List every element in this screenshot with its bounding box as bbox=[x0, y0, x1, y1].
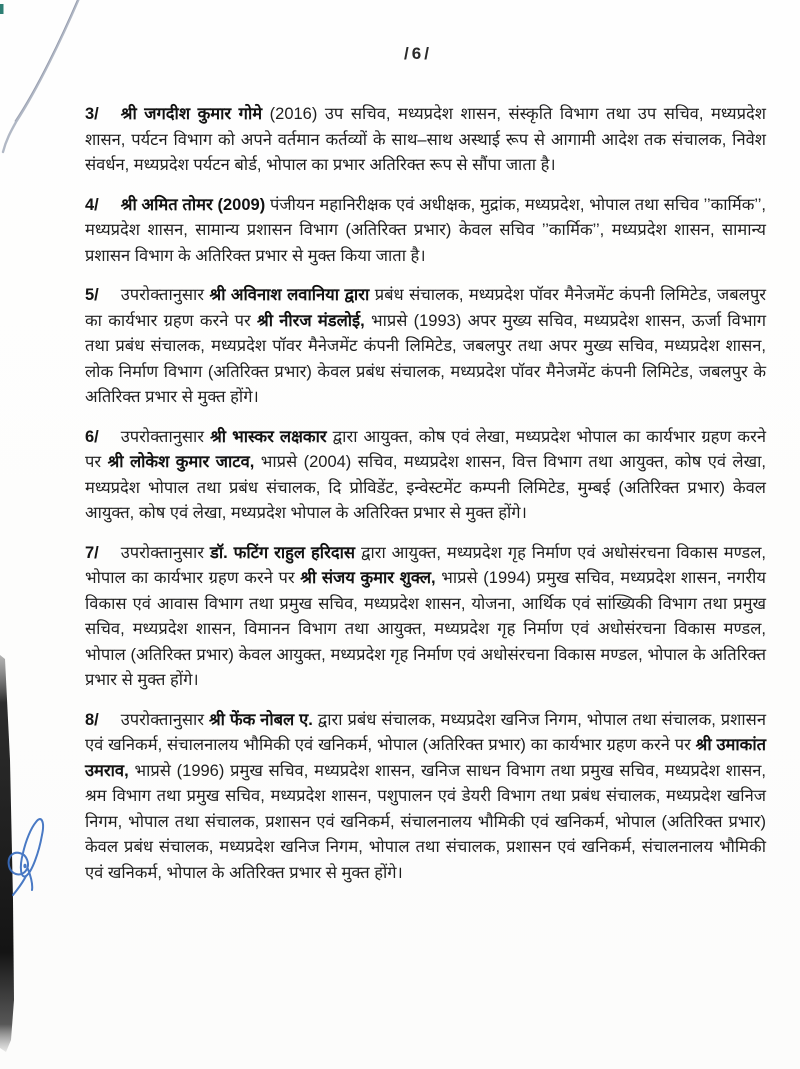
paragraph-text: भाप्रसे (1993) अपर मुख्य सचिव, मध्यप्रदेश शासन, ऊर्जा विभाग तथा प्रबंध संचालक, मध्यप्रदेश पॉवर मैनेजमेंट कंपनी लिमिटेड, जबलपुर तथा अपर मुख्य सचिव, मध्यप्रदेश शासन, लोक निर्माण विभाग (अतिरिक्त प्रभार) केवल प्रबंध संचालक, मध्यप्रदेश पॉवर मैनेजमेंट कंपनी लिमिटेड, जबलपुर के अतिरिक्त प्रभार से मुक्त होंगे। bbox=[85, 311, 767, 406]
officer-name: श्री लोकेश कुमार जाटव, bbox=[107, 453, 255, 471]
paragraph-text: उपरोक्तानुसार bbox=[120, 710, 209, 729]
paragraph-text: द्वारा आयुक्त, कोष एवं लेखा, मध्यप्रदेश भोपाल का कार्यभार ग्रहण करने पर bbox=[85, 427, 766, 471]
paragraph-text: उपरोक्तानुसार bbox=[120, 286, 210, 304]
paragraph-text: द्वारा प्रबंध संचालक, मध्यप्रदेश खनिज निगम, भोपाल तथा संचालक, प्रशासन एवं खनिकर्म, संचालनालय भौमिकी एवं खनिकर्म, भोपाल (अतिरिक्त प्रभार) का कार्यभार ग्रहण करने पर bbox=[85, 710, 766, 754]
paragraph-number: 3/ bbox=[85, 105, 99, 123]
order-paragraph-3 bbox=[85, 102, 766, 179]
officer-name: श्री अमित तोमर (2009) bbox=[120, 195, 266, 214]
pen-scribble-icon bbox=[9, 819, 43, 895]
page-number: /6/ bbox=[404, 44, 432, 63]
paragraph-text: द्वारा आयुक्त, मध्यप्रदेश गृह निर्माण एवं अधोसंरचना विकास मण्डल, भोपाल का कार्यभार ग्रहण करने पर bbox=[85, 543, 767, 587]
officer-name: श्री जगदीश कुमार गोमे bbox=[120, 105, 263, 123]
paragraph-number: 4/ bbox=[85, 195, 99, 214]
order-paragraph-7 bbox=[85, 541, 766, 694]
paragraph-number: 5/ bbox=[85, 286, 99, 304]
order-paragraph-6 bbox=[85, 425, 766, 527]
paragraph-text: भाप्रसे (2004) सचिव, मध्यप्रदेश शासन, वित्त विभाग तथा आयुक्त, कोष एवं लेखा, मध्यप्रदेश भोपाल तथा प्रबंध संचालक, दि प्रोविडेंट, इन्वेस्टमेंट कम्पनी लिमिटेड, मुम्बई (अतिरिक्त प्रभार) केवल आयुक्त, कोष एवं लेखा, मध्यप्रदेश भोपाल के अतिरिक्त प्रभार से मुक्त होंगे। bbox=[85, 453, 766, 522]
paragraph-text: उपरोक्तानुसार bbox=[120, 543, 210, 562]
paragraph-text: भाप्रसे (1994) प्रमुख सचिव, मध्यप्रदेश शासन, नगरीय विकास एवं आवास विभाग तथा प्रमुख सचिव, मध्यप्रदेश शासन, योजना, आर्थिक एवं सांख्यिकी विभाग तथा प्रमुख सचिव, मध्यप्रदेश शासन, विमानन विभाग तथा आयुक्त, मध्यप्रदेश गृह निर्माण एवं अधोसंरचना विकास मण्डल, भोपाल (अतिरिक्त प्रभार) केवल आयुक्त, मध्यप्रदेश गृह निर्माण एवं अधोसंरचना विकास मण्डल, भोपाल के अतिरिक्त प्रभार से मुक्त होंगे। bbox=[85, 569, 766, 689]
paragraph-text: भाप्रसे (1996) प्रमुख सचिव, मध्यप्रदेश शासन, खनिज साधन विभाग तथा प्रमुख सचिव, मध्यप्रदेश शासन, श्रम विभाग तथा प्रमुख सचिव, मध्यप्रदेश शासन, पशुपालन एवं डेयरी विभाग तथा प्रबंध संचालक, मध्यप्रदेश खनिज निगम, भोपाल तथा संचालक, प्रशासन एवं खनिकर्म, संचालनालय भौमिकी एवं खनिकर्म, भोपाल (अतिरिक्त प्रभार) केवल प्रबंध संचालक, मध्यप्रदेश खनिज निगम, भोपाल तथा संचालक, प्रशासन एवं खनिकर्म, संचालनालय भौमिकी एवं खनिकर्म, भोपाल के अतिरिक्त प्रभार से मुक्त होंगे। bbox=[85, 761, 766, 882]
paragraph-number: 6/ bbox=[85, 427, 99, 446]
officer-name: श्री संजय कुमार शुक्ल, bbox=[300, 569, 436, 587]
officer-name: श्री उमाकांत उमराव, bbox=[85, 736, 766, 780]
order-paragraph-5 bbox=[85, 283, 766, 411]
officer-name: श्री अविनाश लवानिया द्वारा bbox=[209, 286, 370, 304]
officer-name: श्री फेंक नोबल ए. bbox=[208, 710, 313, 729]
officer-name: श्री नीरज मंडलोई, bbox=[257, 311, 365, 330]
teal-corner-speck bbox=[0, 4, 4, 14]
order-paragraph-4 bbox=[85, 193, 766, 270]
scan-thread-line bbox=[3, 0, 80, 152]
paragraph-text: उपरोक्तानुसार bbox=[120, 427, 211, 446]
scan-edge-shadow bbox=[0, 655, 14, 1052]
officer-name: श्री भास्कर लक्षकार bbox=[210, 427, 327, 446]
paragraph-number: 7/ bbox=[85, 543, 99, 562]
paragraph-text: (2016) उप सचिव, मध्यप्रदेश शासन, संस्कृति विभाग तथा उप सचिव, मध्यप्रदेश शासन, पर्यटन विभाग को अपने वर्तमान कर्तव्यों के साथ–साथ अस्थाई रूप से आगामी आदेश तक संचालक, निवेश संवर्धन, मध्यप्रदेश पर्यटन बोर्ड, भोपाल का प्रभार अतिरिक्त रूप से सौंपा जाता है। bbox=[85, 105, 766, 174]
order-paragraph-8 bbox=[85, 708, 766, 887]
paragraph-number: 8/ bbox=[85, 710, 99, 729]
document-body bbox=[85, 102, 766, 900]
paragraph-text: पंजीयन महानिरीक्षक एवं अधीक्षक, मुद्रांक, मध्यप्रदेश, भोपाल तथा सचिव ’’कार्मिक’’, मध्यप्रदेश शासन, सामान्य प्रशासन विभाग (अतिरिक्त प्रभार) केवल सचिव ’’कार्मिक’’, मध्यप्रदेश शासन, सामान्य प्रशासन विभाग के अतिरिक्त प्रभार से मुक्त किया जाता है। bbox=[85, 195, 766, 265]
officer-name: डॉ. फटिंग राहुल हरिदास bbox=[210, 543, 356, 562]
paragraph-text: प्रबंध संचालक, मध्यप्रदेश पॉवर मैनेजमेंट कंपनी लिमिटेड, जबलपुर का कार्यभार ग्रहण करने पर bbox=[85, 286, 766, 330]
